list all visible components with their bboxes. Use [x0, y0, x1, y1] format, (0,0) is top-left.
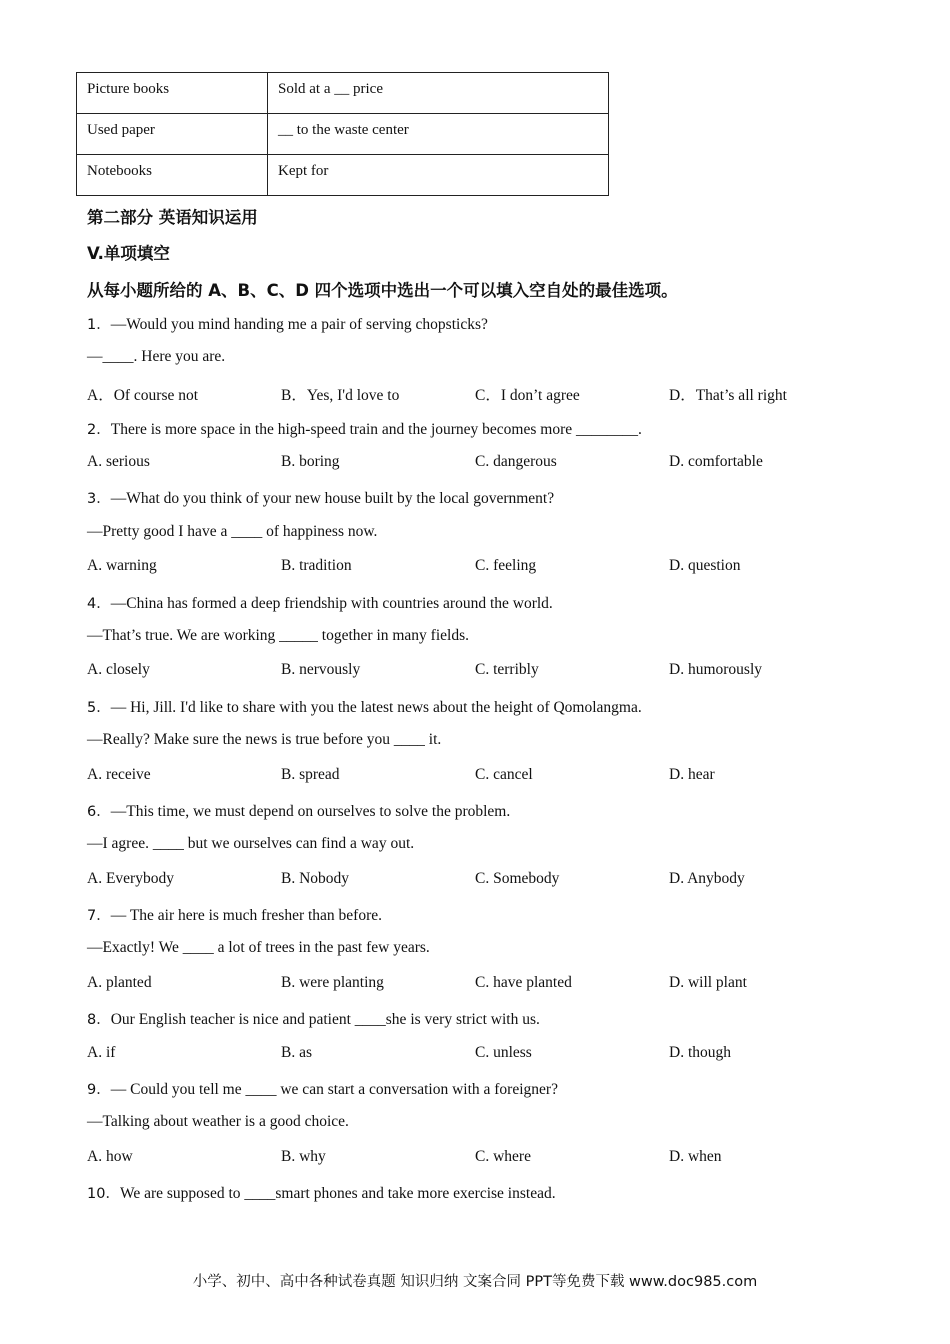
- option-b[interactable]: B. boring: [281, 453, 340, 470]
- question-8: 8．Our English teacher is nice and patient ____she is very strict with us.: [87, 1011, 540, 1028]
- question-3: 3．—What do you think of your new house built by the local government?: [87, 490, 555, 507]
- option-b[interactable]: B. were planting: [281, 974, 384, 991]
- question-6: 6．—This time, we must depend on ourselves to solve the problem.: [87, 803, 511, 820]
- question-4-reply: —That’s true. We are working _____ together in many fields.: [87, 627, 469, 644]
- option-b[interactable]: B. nervously: [281, 661, 361, 678]
- option-c[interactable]: C. terribly: [475, 661, 539, 678]
- table-cell: Used paper: [77, 114, 268, 155]
- option-d[interactable]: D. Anybody: [669, 870, 745, 887]
- question-5: 5．— Hi, Jill. I'd like to share with you the latest news about the height of Qomolangma.: [87, 699, 642, 716]
- instructions: 从每小题所给的 A、B、C、D 四个选项中选出一个可以填入空自处的最佳选项。: [87, 281, 678, 300]
- option-a[interactable]: A. serious: [87, 453, 150, 470]
- question-1: 1．—Would you mind handing me a pair of serving chopsticks?: [87, 316, 488, 333]
- table-cell: Notebooks: [77, 155, 268, 196]
- question-2: 2．There is more space in the high-speed train and the journey becomes more ________.: [87, 421, 642, 438]
- option-c[interactable]: C. dangerous: [475, 453, 557, 470]
- option-c[interactable]: C. have planted: [475, 974, 572, 991]
- question-1-reply: —____. Here you are.: [87, 348, 226, 365]
- question-3-reply: —Pretty good I have a ____ of happiness now.: [87, 523, 378, 540]
- option-d[interactable]: D. question: [669, 557, 741, 574]
- option-a[interactable]: A. warning: [87, 557, 157, 574]
- option-c[interactable]: C. feeling: [475, 557, 537, 574]
- section-title: 第二部分 英语知识运用: [87, 208, 258, 227]
- option-a[interactable]: A. if: [87, 1044, 116, 1061]
- option-b[interactable]: B. tradition: [281, 557, 352, 574]
- table-row: [77, 73, 609, 114]
- question-6-reply: —I agree. ____ but we ourselves can find a way out.: [87, 835, 415, 852]
- option-c[interactable]: C. Somebody: [475, 870, 560, 887]
- table-cell: Sold at a __ price: [268, 73, 609, 114]
- table-cell: __ to the waste center: [268, 114, 609, 155]
- option-d[interactable]: D. will plant: [669, 974, 747, 991]
- option-d[interactable]: D. humorously: [669, 661, 762, 678]
- option-c[interactable]: C. unless: [475, 1044, 532, 1061]
- option-c[interactable]: C. where: [475, 1148, 531, 1165]
- question-9: 9．— Could you tell me ____ we can start a conversation with a foreigner?: [87, 1081, 558, 1098]
- option-a[interactable]: A. Everybody: [87, 870, 174, 887]
- table-cell: Kept for: [268, 155, 609, 196]
- table-row: [77, 155, 609, 196]
- question-9-reply: —Talking about weather is a good choice.: [87, 1113, 349, 1130]
- question-7: 7．— The air here is much fresher than before.: [87, 907, 383, 924]
- option-b[interactable]: B. why: [281, 1148, 326, 1165]
- option-b[interactable]: B. as: [281, 1044, 312, 1061]
- footer-banner[interactable]: 小学、初中、高中各种试卷真题 知识归纳 文案合同 PPT等免费下载 www.doc985.com: [192, 1274, 758, 1290]
- option-a[interactable]: A. planted: [87, 974, 152, 991]
- table-row: [77, 114, 609, 155]
- option-d[interactable]: D. when: [669, 1148, 722, 1165]
- option-a[interactable]: A. closely: [87, 661, 150, 678]
- option-d[interactable]: D. comfortable: [669, 453, 763, 470]
- option-b[interactable]: B. spread: [281, 766, 340, 783]
- option-d[interactable]: D. though: [669, 1044, 731, 1061]
- option-c[interactable]: C. cancel: [475, 766, 533, 783]
- option-a[interactable]: A. how: [87, 1148, 133, 1165]
- option-a[interactable]: A．Of course not: [87, 387, 199, 404]
- question-4: 4．—China has formed a deep friendship with countries around the world.: [87, 595, 553, 612]
- option-c[interactable]: C．I don’t agree: [475, 387, 580, 404]
- option-a[interactable]: A. receive: [87, 766, 151, 783]
- question-7-reply: —Exactly! We ____ a lot of trees in the past few years.: [87, 939, 430, 956]
- question-10: 10．We are supposed to ____smart phones and take more exercise instead.: [87, 1185, 556, 1202]
- option-b[interactable]: B. Nobody: [281, 870, 350, 887]
- item-table: [76, 72, 609, 196]
- question-5-reply: —Really? Make sure the news is true before you ____ it.: [87, 731, 442, 748]
- subsection-title: V.单项填空: [87, 244, 170, 263]
- option-b[interactable]: B．Yes, I'd love to: [281, 387, 400, 404]
- option-d[interactable]: D. hear: [669, 766, 715, 783]
- option-d[interactable]: D．That’s all right: [669, 387, 787, 404]
- table-cell: Picture books: [77, 73, 268, 114]
